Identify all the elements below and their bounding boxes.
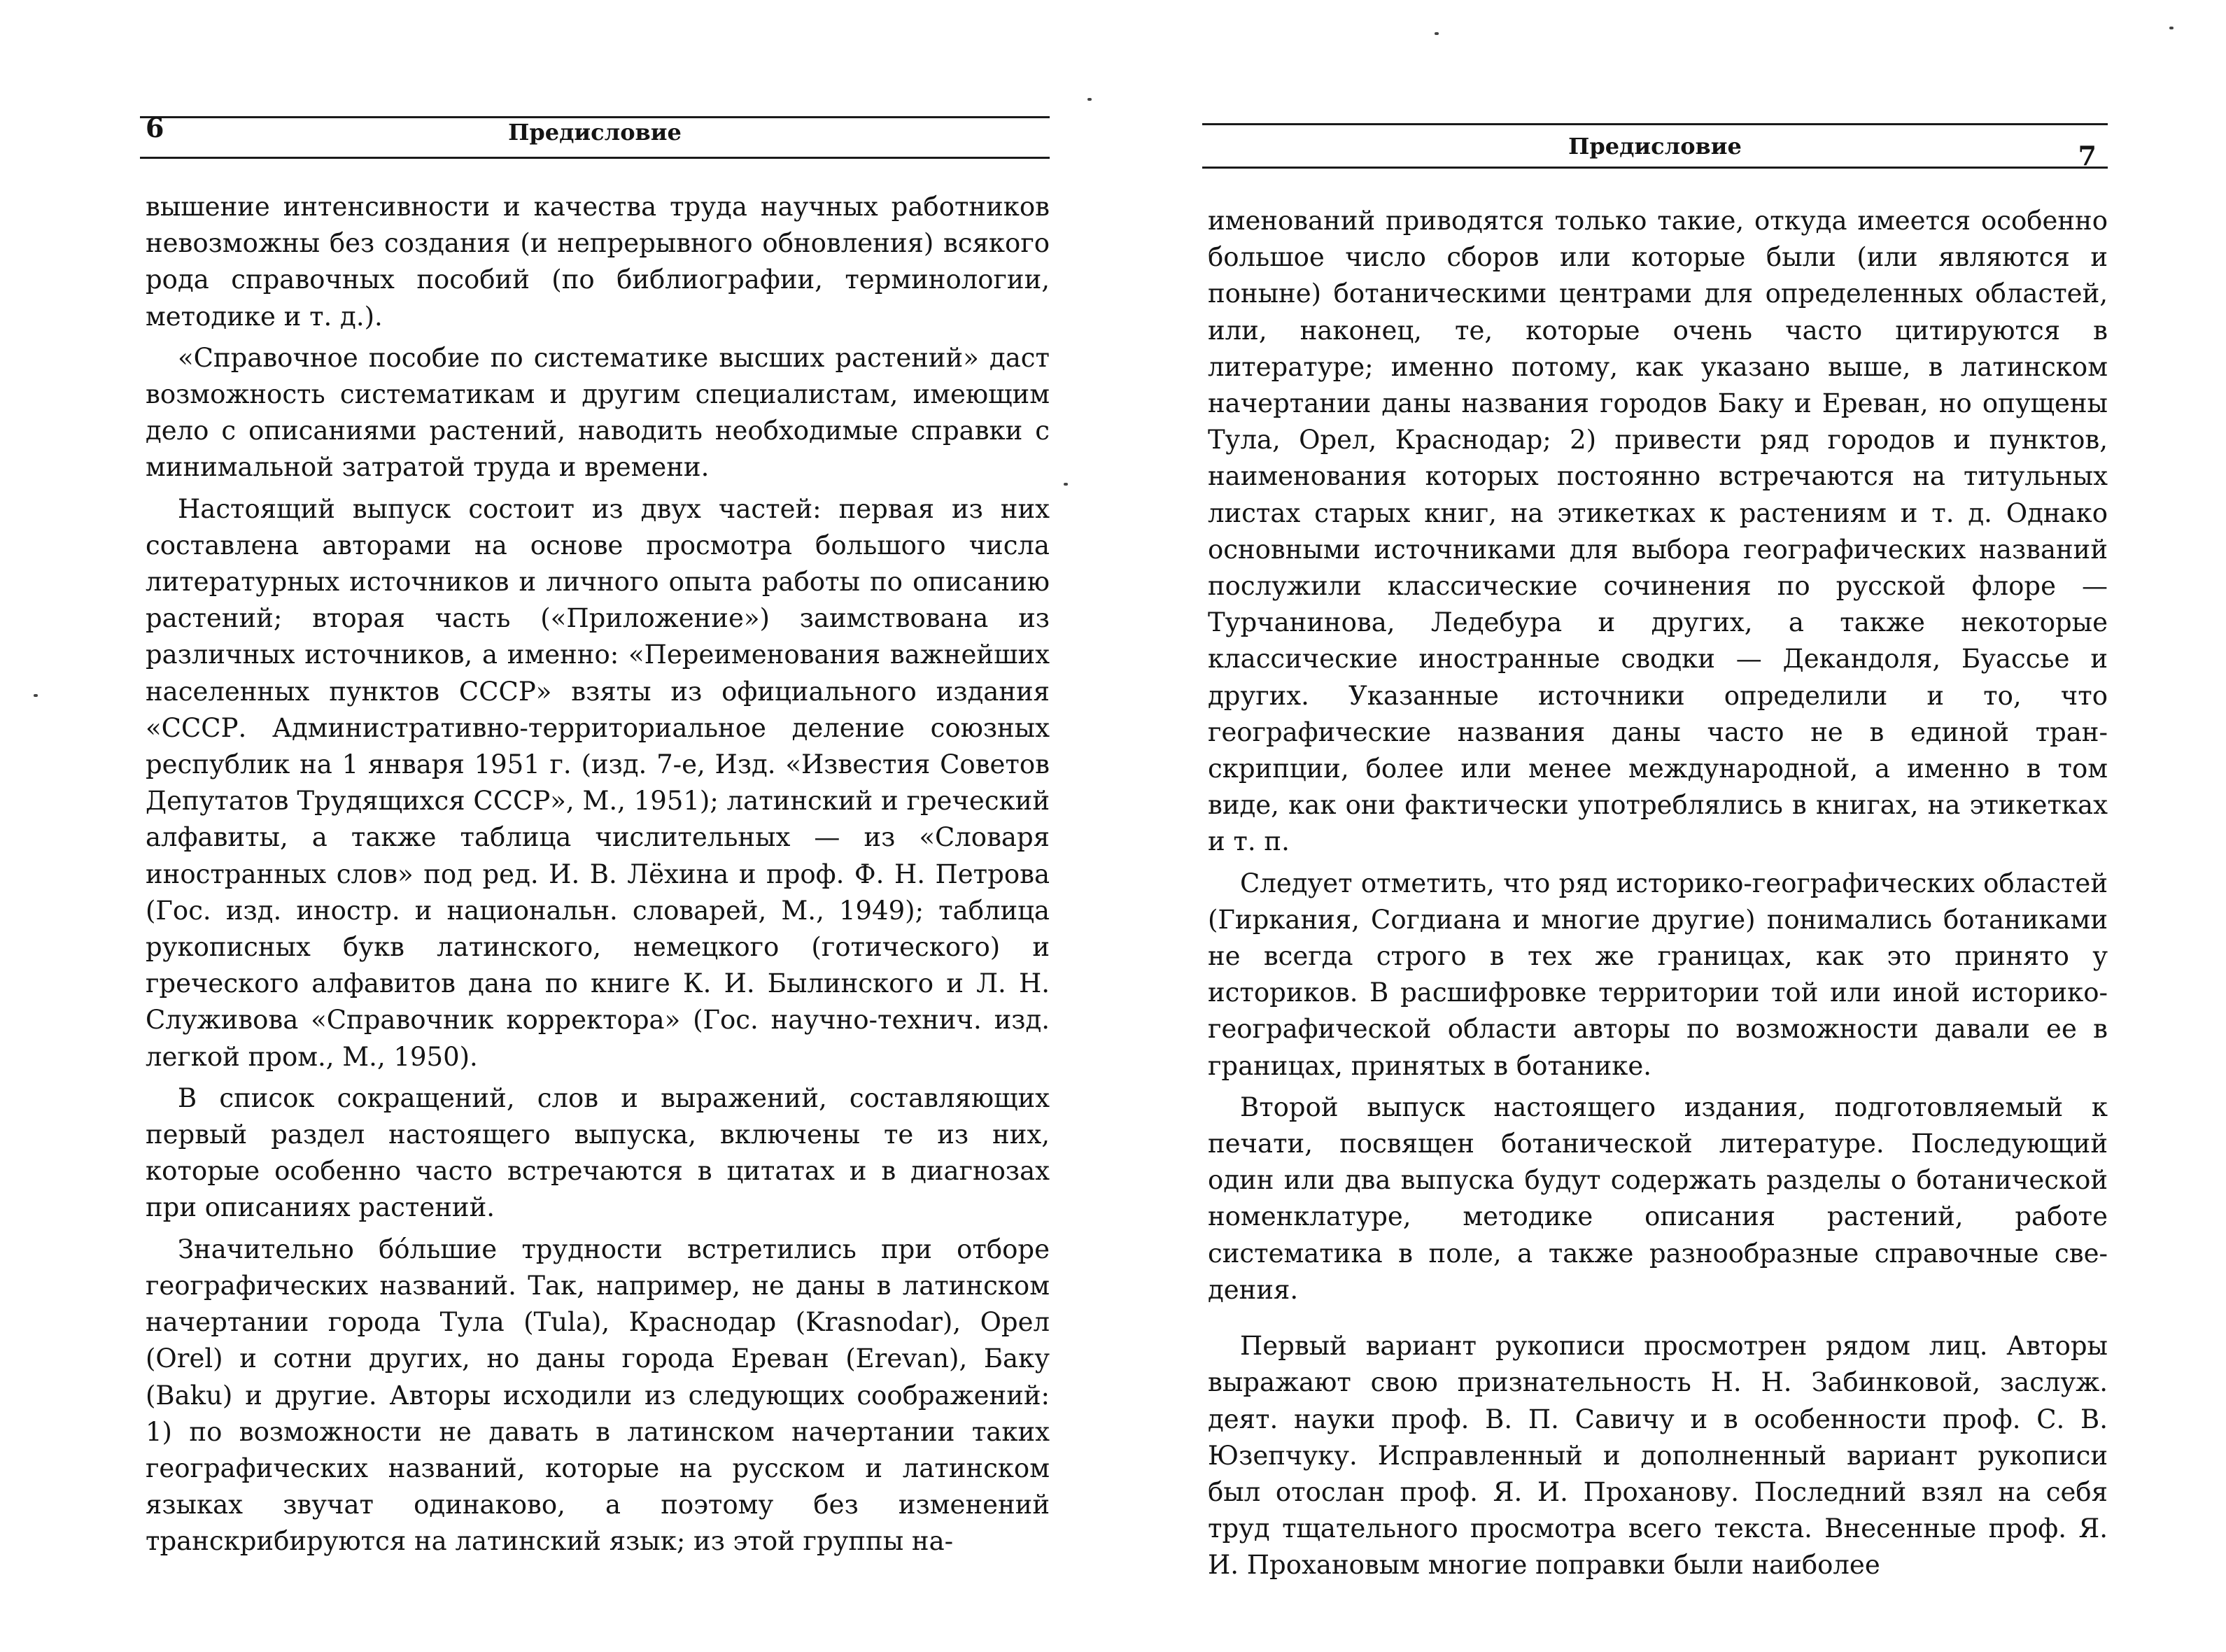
paragraph: Второй выпуск настоящего издания, подготовляемый к печати, посвящен ботанической литературе. Последующий один или два выпуска будут содержать разделы о ботанической номенклатуре, методике описания растений, работе систематика в поле, а также разнообразные справочные сведения. xyxy=(1208,1092,2108,1305)
paragraph: Настоящий выпуск состоит из двух частей: первая из них составлена авторами на основе просмотра большого числа литературных источников и личного опыта работы по описанию растений; вторая часть («Приложение») заимствована из различных источников, а именно: «Переименования важнейших населенных пунктов СССР» взяты из официального издания «СССР. Административно-территориальное деление союзных республик на 1 января 1951 г. (изд. 7-е, Изд. «Известия Советов Депутатов Трудящихся СССР», М., 1951); латинский и греческий алфавиты, а также таблица числительных — из «Словаря иностранных слов» под ред. И. В. Лёхина и проф. Ф. Н. Петрова (Гос. изд. иностр. и национальн. словарей, М., 1949); таблица рукописных букв латинского, немецкого (готического) и греческого алфавитов дана по книге К. И. Былинского и Л. Н. Служивова «Справочник корректора» (Гос. научно-технич. изд. легкой пром., М., 1950). xyxy=(146,493,1050,1072)
right-page xyxy=(1202,0,2108,1652)
scan-speck xyxy=(1087,98,1092,101)
running-head: Предисловие xyxy=(1568,133,1742,160)
left-page-body xyxy=(146,189,1050,1560)
left-page xyxy=(140,0,1050,1652)
paragraph: Следует отметить, что ряд историко-географических областей (Гиркания, Согдиана и многие другие) понимались ботаниками не всегда строго в тех же границах, как это принято у историков. В расшифровке территории той или иной историко-географической области авторы по возможности давали ее в границах, принятых в ботанике. xyxy=(1208,868,2108,1081)
running-head: Предисловие xyxy=(508,119,682,146)
paragraph: вышение интенсивности и качества труда научных работников невозможны без создания (и непрерывного обновления) всякого рода справочных пособий (по библиографии, терминологии, методике и т. д.). xyxy=(146,192,1050,332)
scan-speck xyxy=(1435,32,1439,35)
header-rule-bottom xyxy=(140,157,1050,159)
paragraph: Значительно бо́льшие трудности встретились при отборе географических названий. Так, например, не даны в латинском начертании города Тула (Tula), Краснодар (Krasnodar), Орел (Orel) и сотни других, но даны города Ереван (Erevan), Баку (Baku) и другие. Авторы исходили из следующих соображений: 1) по возможности не давать в латинском начертании таких географических названий, которые на русском и латинском языках звучат одинаково, а поэтому без изменений транскрибируются на латинский язык; из этой группы на- xyxy=(146,1234,1050,1557)
page-number: 6 xyxy=(146,112,164,143)
header-rule-top xyxy=(140,116,1050,118)
paragraph: В список сокращений, слов и выражений, составляющих первый раздел настоящего выпуска, включены те из них, которые особенно часто встречаются в цитатах и в диагнозах при описаниях растений. xyxy=(146,1082,1050,1223)
header-rule-top xyxy=(1202,123,2108,125)
scan-speck xyxy=(34,694,38,697)
page-number: 7 xyxy=(2078,140,2097,171)
right-page-body xyxy=(1208,203,2108,1584)
scan-speck xyxy=(1064,483,1068,486)
header-rule-bottom xyxy=(1202,167,2108,169)
paragraph: именований приводятся только такие, откуда имеется особенно большое число сборов или которые были (или являются и поныне) ботаническими центрами для определенных областей, или, наконец, те, которые очень часто цитируются в литературе; именно потому, как указано выше, в латинском начертании даны названия городов Баку и Ереван, но опущены Тула, Орел, Краснодар; 2) привести ряд городов и пунктов, наименования которых постоянно встречаются на титульных листах старых книг, на этикетках к растениям и т. д. Однако основными источниками для выбора географических названий послужили классические сочинения по русской флоре — Турчанинова, Ледебура и других, а также некоторые классические иностранные сводки — Декандоля, Буассье и других. Указанные источники определили и то, что географические названия даны часто не в единой транскрипции, более или менее международной, а именно в том виде, как они фактически употреблялись в книгах, на этикетках и т. п. xyxy=(1208,206,2108,857)
paragraph: Первый вариант рукописи просмотрен рядом лиц. Авторы выражают свою признательность Н. Н. Забинковой, заслуж. деят. науки проф. В. П. Савичу и в особенности проф. С. В. Юзепчуку. Исправленный и дополненный вариант рукописи был отослан проф. Я. И. Проханову. Последний взял на себя труд тщательного просмотра всего текста. Внесенные проф. Я. И. Прохановым многие поправки были наиболее xyxy=(1208,1331,2108,1581)
scan-speck xyxy=(2169,27,2174,29)
paragraph: «Справочное пособие по систематике высших растений» даст возможность систематикам и другим специалистам, имеющим дело с описаниями растений, наводить необходимые справки с минимальной затратой труда и времени. xyxy=(146,342,1050,483)
